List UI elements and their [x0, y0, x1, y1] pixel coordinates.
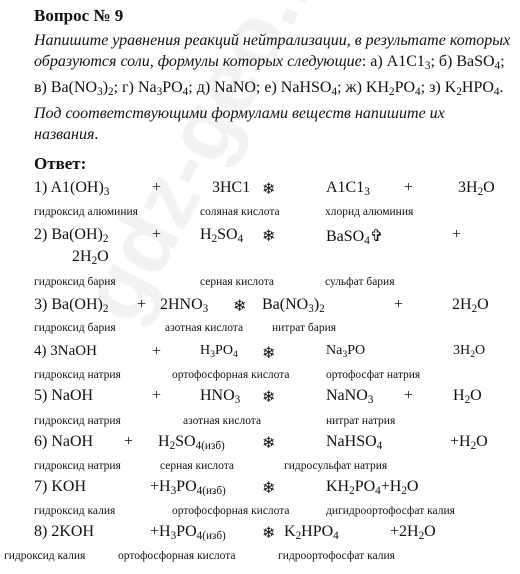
r3-reactant-1: 3) $Ba(OH)_2$: [34, 296, 109, 315]
r8-product-2: $+2H_2O$: [390, 523, 436, 542]
r6-product-1: NaHSO$_4$: [326, 433, 383, 452]
r6-reactant-1: 6) NaOH: [34, 433, 94, 450]
r8-name-1: гидроксид калия: [4, 550, 86, 562]
r3-reactant-2: $2HNO_3$: [160, 296, 209, 315]
plus-sign: +: [404, 179, 414, 196]
r3-product-2: $2H_2O$: [452, 296, 489, 315]
snowflake-icon: ❄: [262, 389, 276, 406]
r7-name-3: дигидроортофосфат калия: [326, 505, 455, 517]
snowflake-icon: ❄: [262, 228, 276, 245]
r4-reactant-2: $H_3PO_4$: [200, 343, 238, 360]
r6-name-2: серная кислота: [160, 460, 234, 472]
answer-label: Ответ:: [34, 154, 87, 173]
r4-name-1: гидроксид натрия: [34, 369, 121, 381]
r6-product-2: $+H_2O$: [450, 433, 488, 452]
r8-reactant-1: 8) 2KOH: [34, 523, 94, 540]
r8-name-3: гидроортофосфат калия: [278, 550, 395, 562]
plus-sign: +: [124, 433, 134, 450]
r8-name-2: ортофосфорная кислота: [118, 550, 236, 562]
r1-product-2: $3H_2O$: [458, 179, 495, 198]
r6-name-1: гидроксид натрия: [34, 460, 121, 472]
task-text: Напишите уравнения реакций нейтрализации, в результате которых образуются соли, формулы которых следующие: а) $A1C1_3$; б) BaSO$_4$; в) $Ba(NO_3)_2$; г) $Na_3PO_4$; д) NaNO; е) NaHSO$_4$; ж) $KH_2PO_4$; з) $K_2HPO_4$. Под соответствующими формулами веществ напишите их названия.: [34, 32, 511, 143]
snowflake-icon: ❄: [262, 345, 276, 362]
r1-reactant-2: 3HC1: [212, 179, 251, 196]
r2-product-2: $2H_2O$: [72, 248, 109, 267]
plus-sign: +: [152, 226, 162, 243]
r8-product-1: $K_2HPO_4$: [284, 523, 339, 542]
r5-product-1: NaNO$_3$: [326, 387, 374, 406]
r3-name-3: нитрат бария: [272, 322, 337, 334]
r7-product: $KH_2PO_4+H_2O$: [326, 478, 419, 497]
plus-sign: +: [152, 179, 162, 196]
r4-name-2: ортофосфорная кислота: [172, 369, 290, 381]
question-title: Вопрос № 9: [34, 6, 124, 25]
r3-product-1: $Ba(NO_3)_2$: [262, 296, 325, 315]
r5-name-1: гидроксид натрия: [34, 415, 121, 427]
r2-product-1: BaSO$_4$✞: [326, 228, 384, 247]
r2-reactant-1: 2) $Ba(OH)_2$: [34, 226, 109, 245]
r2-name-1: гидроксид бария: [34, 276, 116, 288]
r7-name-2: ортофосфорная кислота: [172, 505, 290, 517]
r6-name-3: гидросульфат натрия: [284, 460, 388, 472]
r1-reactant-1: 1) $A1(OH)_3$: [34, 179, 110, 198]
r3-name-2: азотная кислота: [165, 322, 244, 334]
r2-name-3: сульфат бария: [325, 276, 395, 288]
plus-sign: +: [137, 296, 147, 313]
r8-reactant-2: $+H_3PO_{4(изб)}$: [150, 523, 226, 542]
plus-sign: +: [152, 343, 162, 360]
r4-reactant-1: 4) 3NaOH: [34, 343, 97, 359]
snowflake-icon: ❄: [262, 181, 276, 198]
snowflake-icon: ❄: [262, 480, 276, 497]
plus-sign: +: [452, 226, 462, 243]
r4-name-3: ортофосфат натрия: [326, 369, 421, 381]
r2-reactant-2: $H_2SO_4$: [200, 226, 244, 245]
snowflake-icon: ❄: [262, 435, 276, 452]
snowflake-icon: ❄: [262, 525, 276, 542]
r7-name-1: гидроксид калия: [34, 505, 116, 517]
r7-reactant-1: 7) KOH: [34, 478, 86, 495]
r1-product-1: $A1C1_3$: [326, 179, 370, 198]
r1-name-2: соляная кислота: [200, 206, 280, 218]
r5-reactant-2: $HNO_3$: [200, 387, 241, 406]
r1-name-1: гидроксид алюминия: [34, 206, 138, 218]
r3-name-1: гидроксид бария: [34, 322, 116, 334]
snowflake-icon: ❄: [233, 298, 247, 315]
r4-product-1: $Na_3PO$: [326, 343, 366, 360]
r2-name-2: серная кислота: [200, 276, 274, 288]
r7-reactant-2: $+H_3PO_{4(изб)}$: [150, 478, 226, 497]
cross-icon: ✞: [369, 228, 384, 245]
r1-name-3: хлорид алюминия: [325, 206, 414, 218]
plus-sign: +: [404, 387, 414, 404]
plus-sign: +: [394, 296, 404, 313]
r4-product-2: $3H_2O$: [453, 343, 486, 360]
plus-sign: +: [152, 387, 162, 404]
r5-name-2: азотная кислота: [183, 415, 262, 427]
r5-name-3: нитрат натрия: [326, 415, 396, 427]
r5-product-2: $H_2O$: [453, 387, 482, 406]
r6-reactant-2: $H_2SO_{4(изб)}$: [158, 433, 225, 452]
r5-reactant-1: 5) NaOH: [34, 387, 94, 404]
